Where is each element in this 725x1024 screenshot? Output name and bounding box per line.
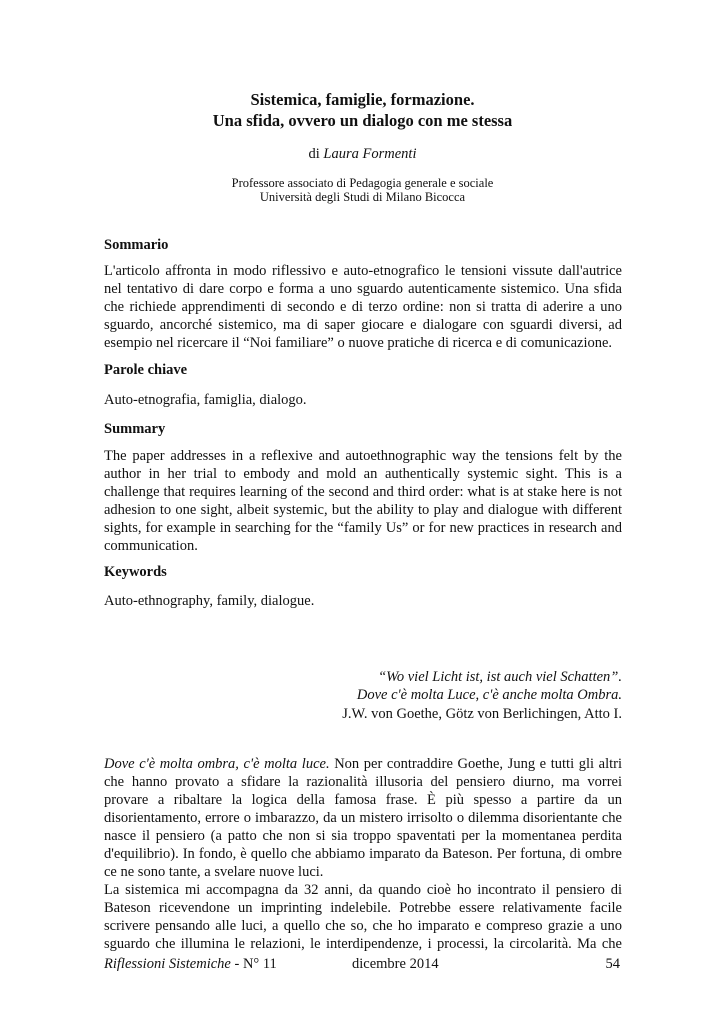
- sommario-line: sguardo, ancorché sistemico, ma di saper giocare e dialogare con sguardi diversi, ad: [104, 317, 622, 333]
- author-prefix: di: [308, 146, 320, 162]
- body-line: [104, 755, 622, 773]
- sommario-line: che richiede apprendimenti di secondo e di terzo ordine: non si tratta di aderire a uno: [104, 299, 622, 315]
- parole-chiave-heading: Parole chiave: [104, 362, 188, 378]
- summary-paragraph: [104, 447, 622, 555]
- sommario-heading: Sommario: [104, 237, 169, 253]
- epigraph-source: J.W. von Goethe, Götz von Berlichingen, Atto I.: [342, 706, 622, 722]
- summary-line: sights, for example in searching for the “family Us” or for new practices in research and: [104, 520, 622, 536]
- body-line: nasce il pensiero (a patto che non si sia troppo spaventati per la momentanea perdita: [104, 828, 622, 844]
- parole-chiave-line: Auto-etnografia, famiglia, dialogo.: [104, 392, 307, 408]
- footer-journal: [104, 955, 277, 973]
- summary-line: author in her trial to embody and mold an authentically systemic sight. This is a: [104, 466, 622, 482]
- summary-heading: Summary: [104, 421, 166, 437]
- footer-page-number: 54: [605, 956, 620, 972]
- author-line: [104, 145, 621, 163]
- summary-line: communication.: [104, 538, 198, 554]
- summary-line: challenge that requires learning of the second and third order: what is at stake here is not: [104, 484, 622, 500]
- body-line: provare a ribaltare la logica della famosa frase. È più spesso a partire da un: [104, 792, 622, 808]
- footer-journal-name: Riflessioni Sistemiche: [104, 956, 231, 972]
- body-line: Bateson ricevendone un imprinting indelebile. Potrebbe essere relativamente facile: [104, 900, 622, 916]
- sommario-paragraph: [104, 262, 622, 352]
- keywords-heading: Keywords: [104, 564, 167, 580]
- sommario-line: L'articolo affronta in modo riflessivo e auto-etnografico le tensioni vissute dall'autrice: [104, 263, 622, 279]
- sommario-line: esempio nel ricercare il “Noi familiare” o nuove pratiche di ricerca e di comunicazione.: [104, 335, 613, 351]
- body-paragraph-1: [104, 755, 622, 881]
- body-line: che hanno provato a sfidare la razionalità illusoria del pensiero diurno, ma vorrei: [104, 774, 622, 790]
- title-line-1: Sistemica, famiglie, formazione.: [250, 90, 475, 109]
- footer-date: dicembre 2014: [352, 956, 439, 972]
- body-line: ce ne sono tante, a svelare nuove luci.: [104, 864, 324, 880]
- body-line: disorientamento, errore o imbarazzo, da un mistero irrisolto o dilemma disorientante che: [104, 810, 622, 826]
- parole-chiave-text: [104, 391, 622, 409]
- footer-issue: - N° 11: [230, 956, 277, 972]
- keywords-text: [104, 592, 622, 610]
- summary-line: adhesion to one sight, albeit systemic, but the ability to play and dialogue with different: [104, 502, 622, 518]
- body-line: d'equilibrio). In fondo, è quello che abbiamo imparato da Bateson. Per fortuna, di ombre: [104, 846, 622, 862]
- body-paragraph-2: [104, 881, 622, 953]
- epigraph-line-2: Dove c'è molta Luce, c'è anche molta Ombra.: [356, 687, 622, 703]
- author-name: Laura Formenti: [323, 146, 417, 162]
- body-first-line-rest: Non per contraddire Goethe, Jung e tutti gli altri: [329, 756, 622, 772]
- summary-line: The paper addresses in a reflexive and autoethnographic way the tensions felt by the: [104, 448, 622, 464]
- body-line: scrivere pensando alle luci, a quello che so, che ho imparato e compreso grazie a uno: [104, 918, 622, 934]
- keywords-line: Auto-ethnography, family, dialogue.: [104, 593, 315, 609]
- affiliation-line-2: Università degli Studi di Milano Bicocca: [259, 190, 466, 204]
- title-line-2: Una sfida, ovvero un dialogo con me stessa: [212, 111, 513, 130]
- epigraph-line-1: “Wo viel Licht ist, ist auch viel Schatten”.: [378, 669, 622, 685]
- body-line: sguardo che illumina le relazioni, le interdipendenze, i processi, la circolarità. Ma che: [104, 936, 622, 952]
- body-italic-opening: Dove c'è molta ombra, c'è molta luce.: [104, 756, 330, 772]
- affiliation-line-1: Professore associato di Pedagogia generale e sociale: [231, 176, 494, 190]
- sommario-line: nel tentativo di dare corpo e forma a uno sguardo autenticamente sistemico. Una sfida: [104, 281, 622, 297]
- body-line: La sistemica mi accompagna da 32 anni, da quando cioè ho incontrato il pensiero di: [104, 882, 622, 898]
